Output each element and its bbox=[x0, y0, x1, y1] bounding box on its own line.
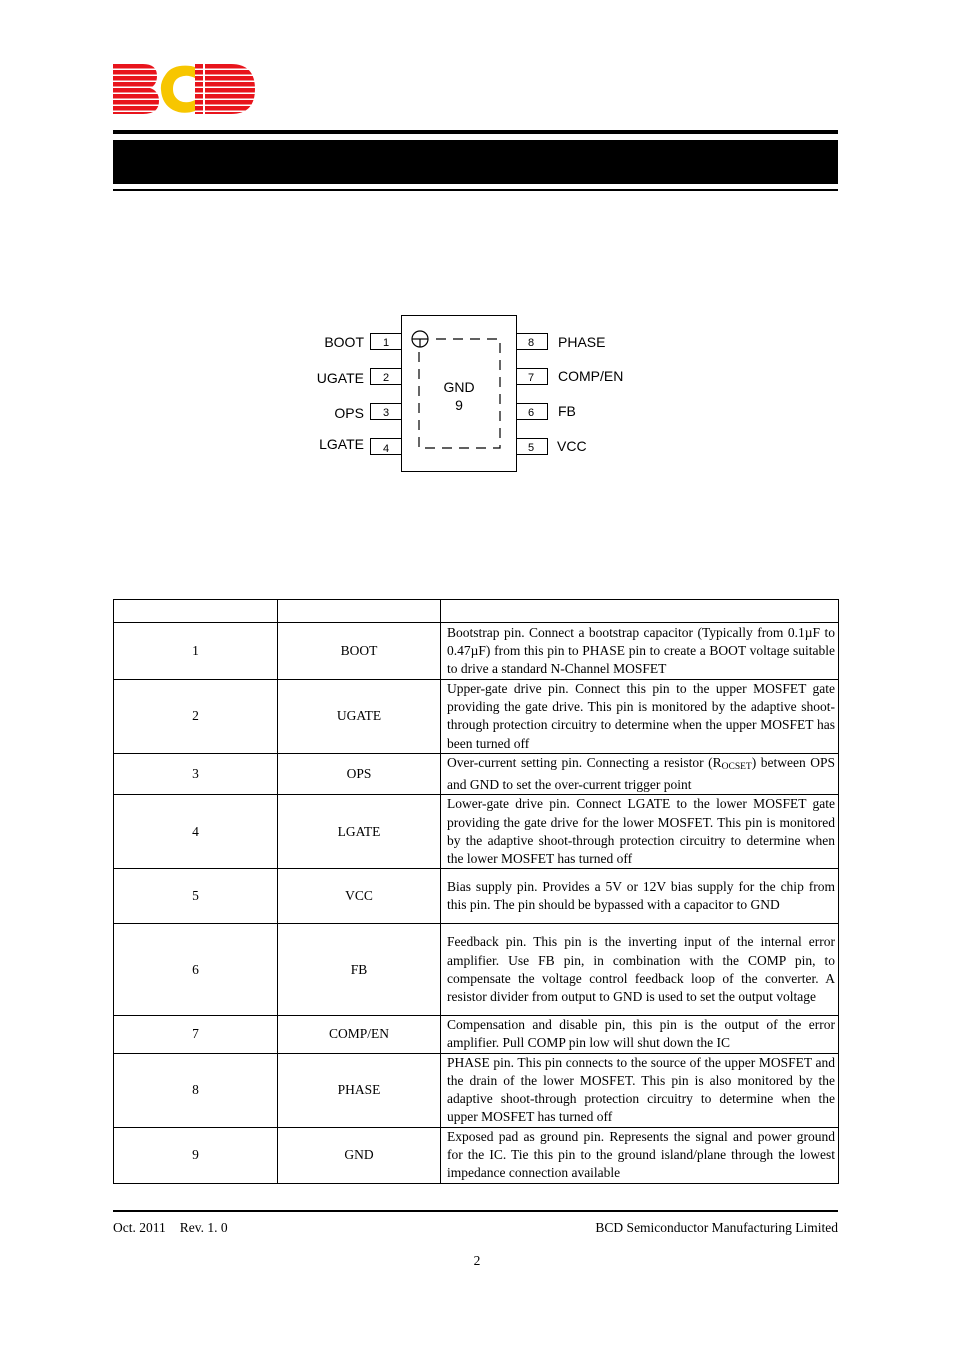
table-row bbox=[114, 1127, 839, 1183]
pin-number: 6 bbox=[527, 407, 535, 419]
pin-number-cell: 4 bbox=[114, 795, 278, 869]
table-row bbox=[114, 924, 839, 1016]
footer-company: BCD Semiconductor Manufacturing Limited bbox=[595, 1220, 838, 1235]
bcd-logo bbox=[113, 64, 255, 114]
table-row bbox=[114, 795, 839, 869]
pin-number: 4 bbox=[382, 443, 390, 455]
header-cell-pin-number bbox=[114, 600, 278, 623]
pin-name-cell: LGATE bbox=[278, 795, 441, 869]
left-pin-1 bbox=[324, 334, 401, 351]
header-rule-bottom bbox=[113, 189, 838, 191]
left-pin-2 bbox=[317, 369, 402, 387]
table-row bbox=[114, 680, 839, 754]
header-rule-top bbox=[113, 130, 838, 134]
pin-name: COMP/EN bbox=[558, 368, 624, 384]
header-cell-function bbox=[441, 600, 839, 623]
pin-name-cell: FB bbox=[278, 924, 441, 1016]
pin-name: PHASE bbox=[558, 334, 606, 350]
pin-number-cell: 7 bbox=[114, 1016, 278, 1053]
pin-number-cell: 3 bbox=[114, 753, 278, 794]
table-row bbox=[114, 869, 839, 924]
pin-number-cell: 6 bbox=[114, 924, 278, 1016]
pin-name-cell: PHASE bbox=[278, 1053, 441, 1127]
table-row bbox=[114, 1016, 839, 1053]
pin-function-cell: Upper-gate drive pin. Connect this pin to the upper MOSFET gate providing the gate drive. This pin is monitored by the adaptive shoot-through protection circuitry to determine when the upper MOSFET has been turned off bbox=[441, 680, 839, 754]
page-number: 2 bbox=[473, 1253, 481, 1268]
pin-name: FB bbox=[558, 403, 576, 419]
pin-function-cell: Lower-gate drive pin. Connect LGATE to the lower MOSFET gate providing the gate drive for the lower MOSFET. This pin is monitored by the adaptive shoot-through protection circuitry to determine when the lower MOSFET has turned off bbox=[441, 795, 839, 869]
pin-number-cell: 2 bbox=[114, 680, 278, 754]
pin-number: 3 bbox=[382, 407, 390, 419]
desc-subscript: OCSET bbox=[721, 761, 752, 772]
desc-text: Over-current setting pin. Connecting a resistor (R bbox=[447, 754, 722, 770]
pin-number-cell: 1 bbox=[114, 623, 278, 680]
pin-number-cell: 8 bbox=[114, 1053, 278, 1127]
table-row bbox=[114, 1053, 839, 1127]
pin-function-cell: Bias supply pin. Provides a 5V or 12V bias supply for the chip from this pin. The pin should be bypassed with a capacitor to GND bbox=[441, 869, 839, 924]
title-bar bbox=[113, 140, 838, 184]
pin-number: 7 bbox=[527, 372, 535, 384]
center-pad-label: GND bbox=[443, 379, 475, 395]
right-pin-8 bbox=[517, 334, 606, 351]
right-pin-5 bbox=[517, 438, 587, 455]
pin-function-cell bbox=[441, 753, 839, 794]
pin-number: 1 bbox=[382, 337, 390, 349]
pin-configuration-diagram bbox=[300, 310, 640, 480]
pin-number-cell: 9 bbox=[114, 1127, 278, 1183]
right-pin-7 bbox=[517, 368, 624, 385]
footer-revision: Rev. 1. 0 bbox=[179, 1220, 228, 1235]
right-pin-6 bbox=[517, 403, 576, 420]
center-pad-number: 9 bbox=[455, 397, 463, 413]
pin-function-cell: Exposed pad as ground pin. Represents the signal and power ground for the IC. Tie this pin to the ground island/plane through the lowest impedance connection available bbox=[441, 1127, 839, 1183]
footer-rule bbox=[113, 1210, 838, 1212]
footer-left bbox=[113, 1220, 228, 1236]
pin-number: 2 bbox=[382, 372, 390, 384]
pin-number: 5 bbox=[527, 442, 535, 454]
pin-name-cell: BOOT bbox=[278, 623, 441, 680]
pin-description-table bbox=[113, 599, 839, 1184]
pin-name-cell: GND bbox=[278, 1127, 441, 1183]
pin-number: 8 bbox=[527, 337, 535, 349]
pin-name-cell: VCC bbox=[278, 869, 441, 924]
pin-name: BOOT bbox=[324, 334, 364, 350]
pin-name: VCC bbox=[557, 438, 587, 454]
pin-number-cell: 5 bbox=[114, 869, 278, 924]
table-row bbox=[114, 623, 839, 680]
desc-text: ) between OPS and GND to set the over-current trigger point bbox=[447, 754, 835, 793]
pin-function-cell: Bootstrap pin. Connect a bootstrap capacitor (Typically from 0.1µF to 0.47µF) from this pin to PHASE pin to create a BOOT voltage suitable to drive a standard N-Channel MOSFET bbox=[441, 623, 839, 680]
header-cell-pin-name bbox=[278, 600, 441, 623]
pin-name: LGATE bbox=[319, 436, 364, 452]
footer-date: Oct. 2011 bbox=[113, 1220, 166, 1235]
pin-name: OPS bbox=[334, 405, 364, 421]
table-header-row bbox=[114, 600, 839, 623]
pin-function-cell: Compensation and disable pin, this pin is the output of the error amplifier. Pull COMP pin low will shut down the IC bbox=[441, 1016, 839, 1053]
pin-name: UGATE bbox=[316, 370, 364, 386]
pin-name-cell: COMP/EN bbox=[278, 1016, 441, 1053]
pin-name-cell: UGATE bbox=[278, 680, 441, 754]
left-pin-4 bbox=[319, 436, 401, 455]
pin-name-cell: OPS bbox=[278, 753, 441, 794]
pin-function-cell: Feedback pin. This pin is the inverting input of the internal error amplifier. Use FB pin, in combination with the COMP pin, to compensate the voltage control feedback loop of the converter. A resistor divider from output to GND is used to set the output voltage bbox=[441, 924, 839, 1016]
table-row bbox=[114, 753, 839, 794]
left-pin-3 bbox=[334, 404, 401, 422]
pin-function-cell: PHASE pin. This pin connects to the source of the upper MOSFET and the drain of the lower MOSFET. This pin is also monitored by the adaptive shoot-through protection circuitry to determine when the upper MOSFET has turned off bbox=[441, 1053, 839, 1127]
